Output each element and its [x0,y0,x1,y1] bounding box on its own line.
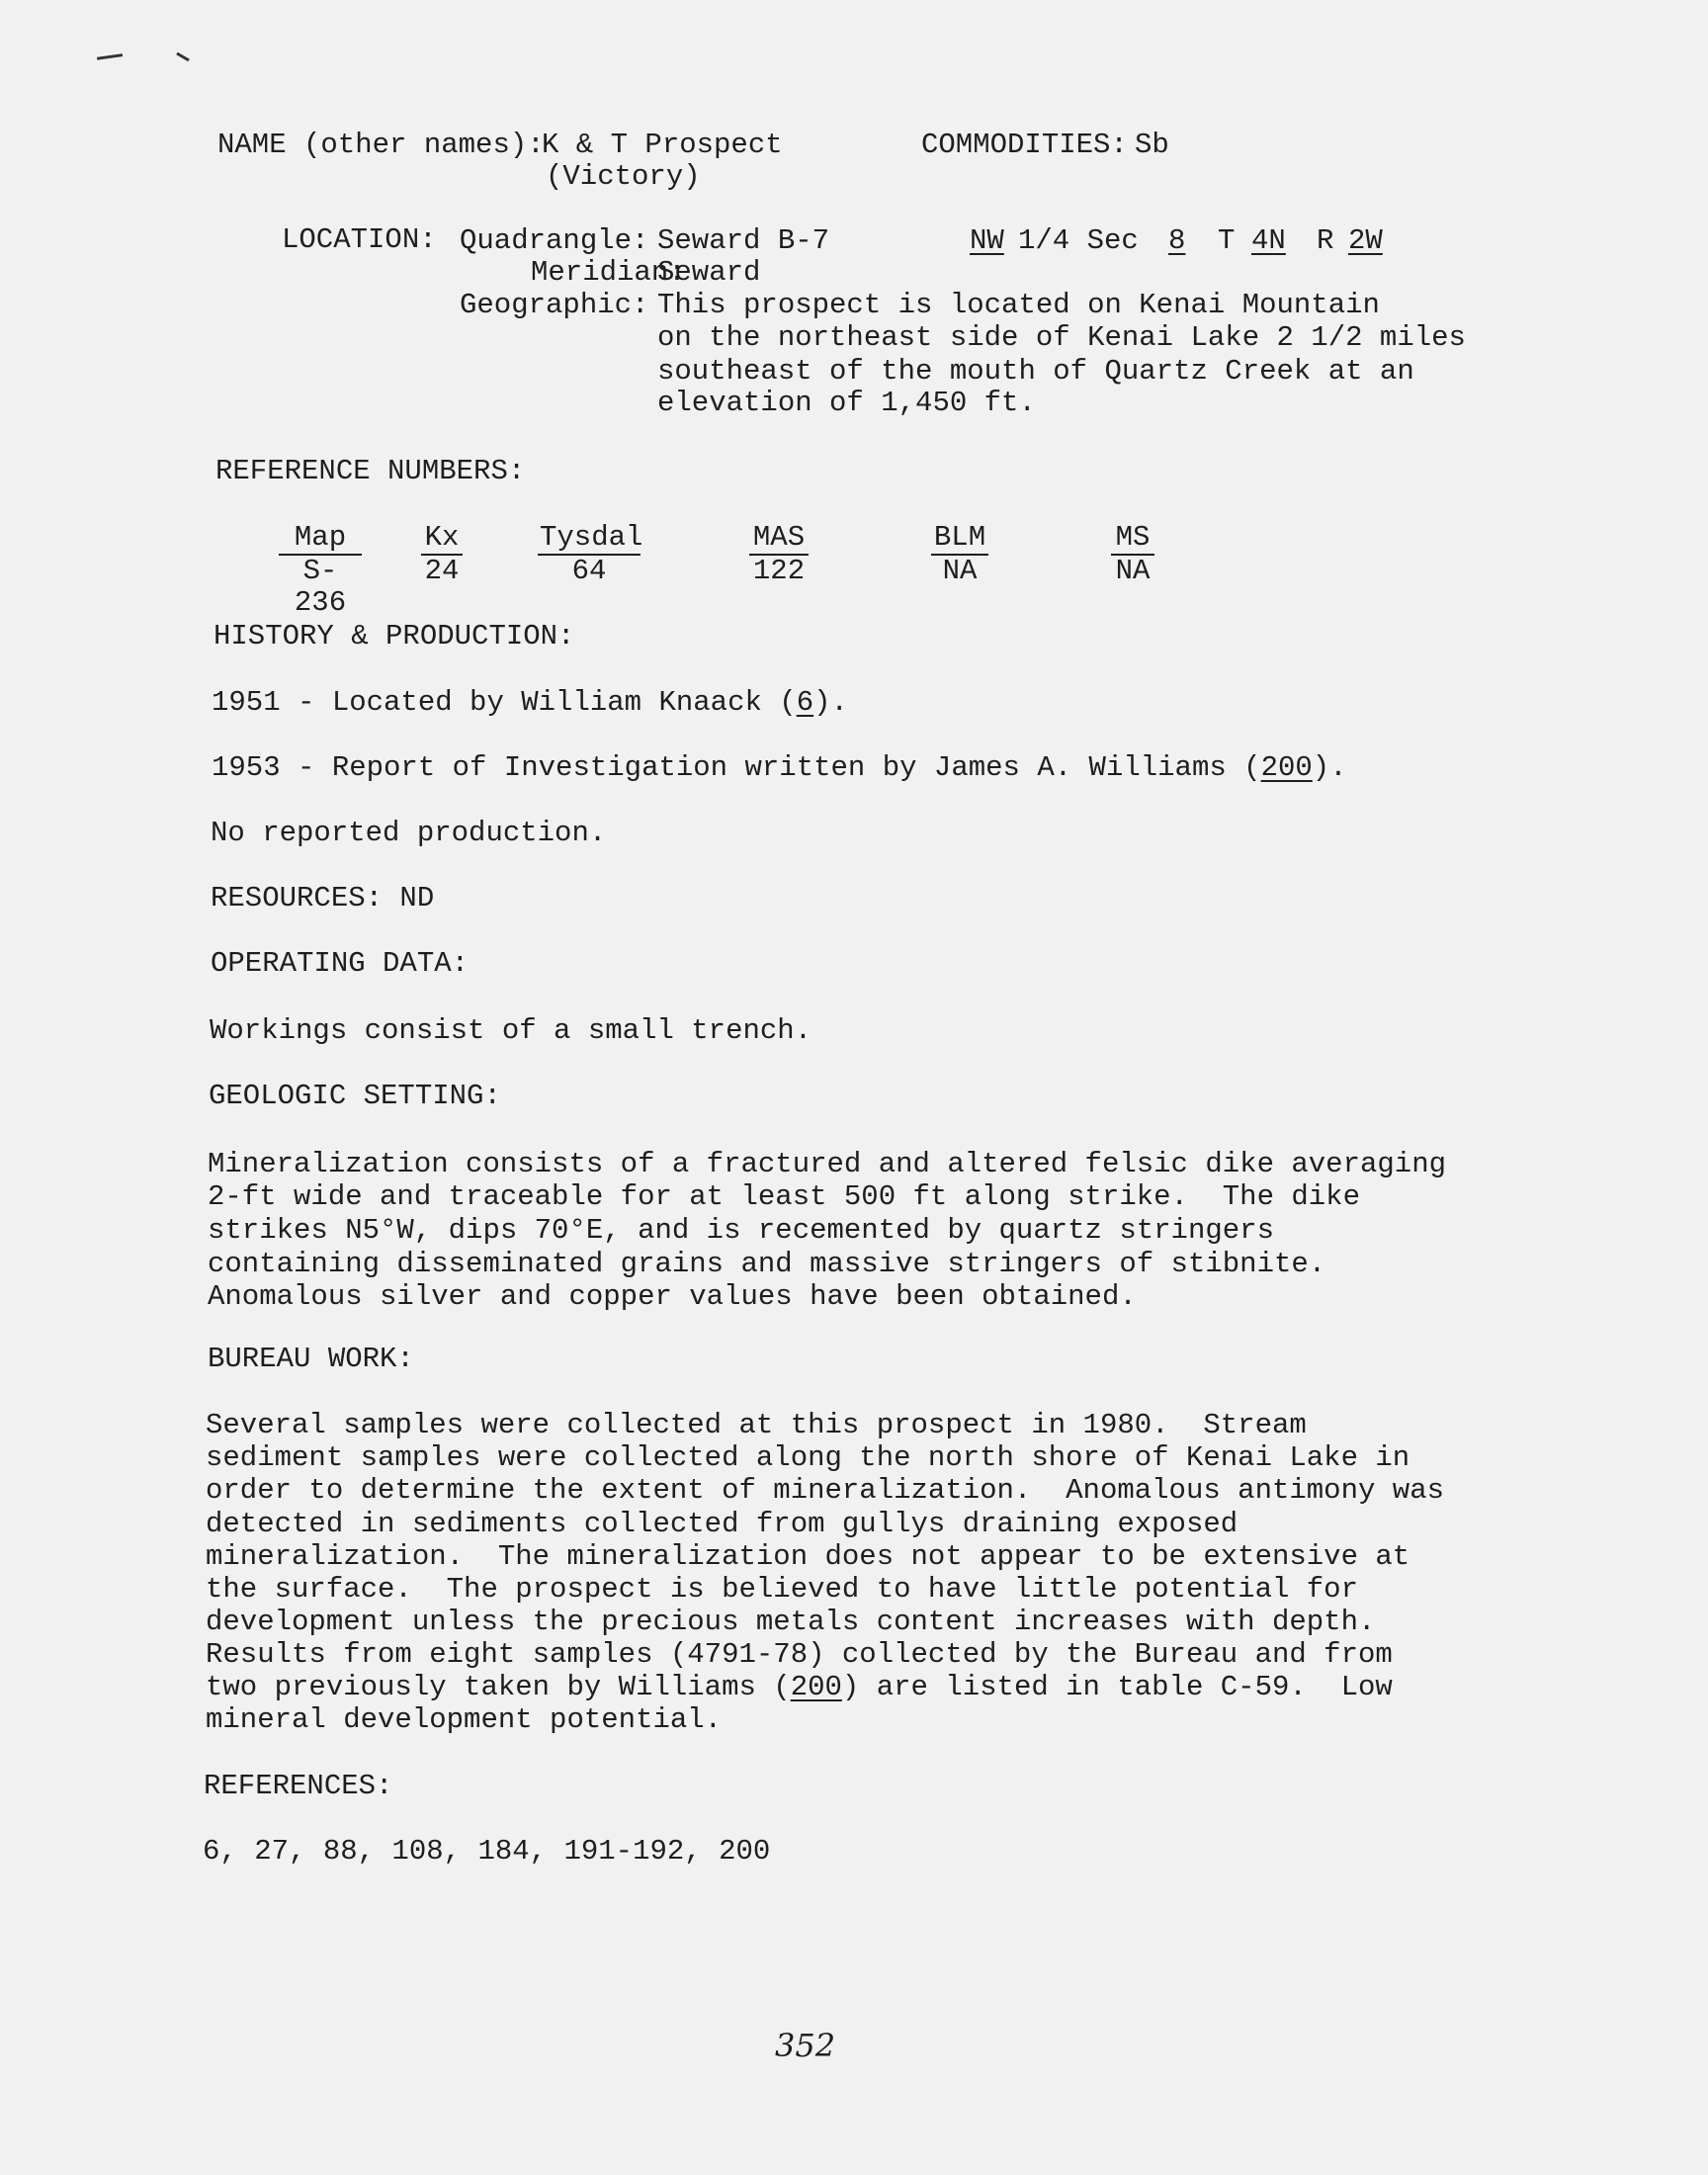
commodities-value: Sb [1135,129,1169,161]
scan-mark [176,52,190,62]
ref-value: S-236 [294,555,347,619]
scan-mark [97,53,123,60]
history-entry-text: ). [813,686,848,719]
history-entry-text: 1951 - Located by William Knaack ( [212,686,797,719]
geologic-line: 2-ft wide and traceable for at least 500 ft along strike. The dike [208,1180,1360,1213]
operating-heading: OPERATING DATA: [211,947,470,980]
geologic-line: strikes N5°W, dips 70°E, and is recemented by quartz stringers [208,1214,1274,1247]
page-number: 352 [775,2027,836,2064]
ref-value: NA [1115,555,1151,587]
geographic-line: elevation of 1,450 ft. [657,387,1036,419]
ref-header: Kx [421,522,463,556]
other-name: (Victory) [546,160,701,193]
ref-value: NA [942,555,978,587]
bureau-line: development unless the precious metals content increases with depth. [206,1606,1376,1638]
ref-value: 64 [571,555,607,587]
geographic-line: southeast of the mouth of Quartz Creek at an [657,355,1414,388]
location-label: LOCATION: [282,223,437,256]
references-heading: REFERENCES: [204,1770,393,1802]
history-entry-text: ). [1312,751,1347,784]
meridian-label: Meridian: [531,256,686,289]
commodities-label: COMMODITIES: [921,129,1128,161]
geographic-label: Geographic: [460,289,649,321]
ref-column-blm [931,522,988,587]
reference-numbers-heading: REFERENCE NUMBERS: [215,455,526,487]
bureau-line: mineralization. The mineralization does not appear to be extensive at [206,1540,1410,1573]
history-ref: 6 [796,686,814,719]
operating-text: Workings consist of a small trench. [210,1014,812,1047]
plss-range-label: R [1317,224,1334,257]
bureau-line: detected in sediments collected from gullys draining exposed [206,1508,1238,1540]
ref-value: 122 [752,555,806,587]
quadrangle-label: Quadrangle: [460,224,649,257]
bureau-line: Several samples were collected at this prospect in 1980. Stream [206,1409,1307,1441]
plss-quarter-text: 1/4 Sec [1018,224,1139,257]
ref-column-tysdal [538,521,643,587]
resources-line: RESOURCES: ND [211,882,435,914]
history-entry [212,751,1347,785]
bureau-line-text: two previously taken by Williams ( [206,1671,791,1703]
bureau-line: Results from eight samples (4791-78) collected by the Bureau and from [206,1638,1393,1671]
bureau-line: the surface. The prospect is believed to have little potential for [206,1573,1358,1606]
bureau-line-text: ) are listed in table C-59. Low [841,1671,1393,1703]
plss-quarter: NW [970,224,1004,257]
geologic-heading: GEOLOGIC SETTING: [209,1080,501,1112]
geologic-line: Anomalous silver and copper values have been obtained. [208,1280,1137,1313]
meridian-value: Seward [657,256,761,289]
geographic-line: on the northeast side of Kenai Lake 2 1/2 miles [657,321,1466,354]
plss-range: 2W [1348,224,1383,257]
name-value: K & T Prospect [542,129,783,161]
plss-section: 8 [1168,224,1186,257]
ref-header: MS [1111,522,1154,556]
history-entry-text: 1953 - Report of Investigation written by James A. Williams ( [212,751,1261,784]
bureau-line [206,1671,1393,1704]
ref-column-ms [1111,522,1154,587]
bureau-line: sediment samples were collected along the north shore of Kenai Lake in [206,1441,1410,1474]
plss-township-label: T [1218,224,1236,257]
quadrangle-value: Seward B-7 [657,224,830,257]
history-entry [212,686,848,720]
geographic-line: This prospect is located on Kenai Mountain [657,289,1380,321]
ref-header: Map [279,522,362,556]
ref-header: Tysdal [540,521,643,554]
ref-column-kx [421,522,463,587]
geologic-line: Mineralization consists of a fractured and altered felsic dike averaging [208,1148,1447,1180]
ref-header: BLM [931,522,988,556]
production-text: No reported production. [211,817,607,849]
history-heading: HISTORY & PRODUCTION: [214,620,575,652]
ref-header: MAS [749,522,809,556]
bureau-line: order to determine the extent of mineralization. Anomalous antimony was [206,1474,1445,1507]
ref-column-map [279,522,362,619]
history-ref: 200 [1260,751,1313,784]
ref-column-mas [749,522,809,587]
bureau-ref: 200 [790,1671,842,1703]
plss-township: 4N [1251,224,1286,257]
references-text: 6, 27, 88, 108, 184, 191-192, 200 [203,1835,771,1868]
name-label: NAME (other names): [217,129,545,161]
geologic-line: containing disseminated grains and massive stringers of stibnite. [208,1248,1326,1280]
bureau-line: mineral development potential. [206,1703,723,1736]
ref-value: 24 [424,555,460,587]
bureau-heading: BUREAU WORK: [208,1343,414,1375]
